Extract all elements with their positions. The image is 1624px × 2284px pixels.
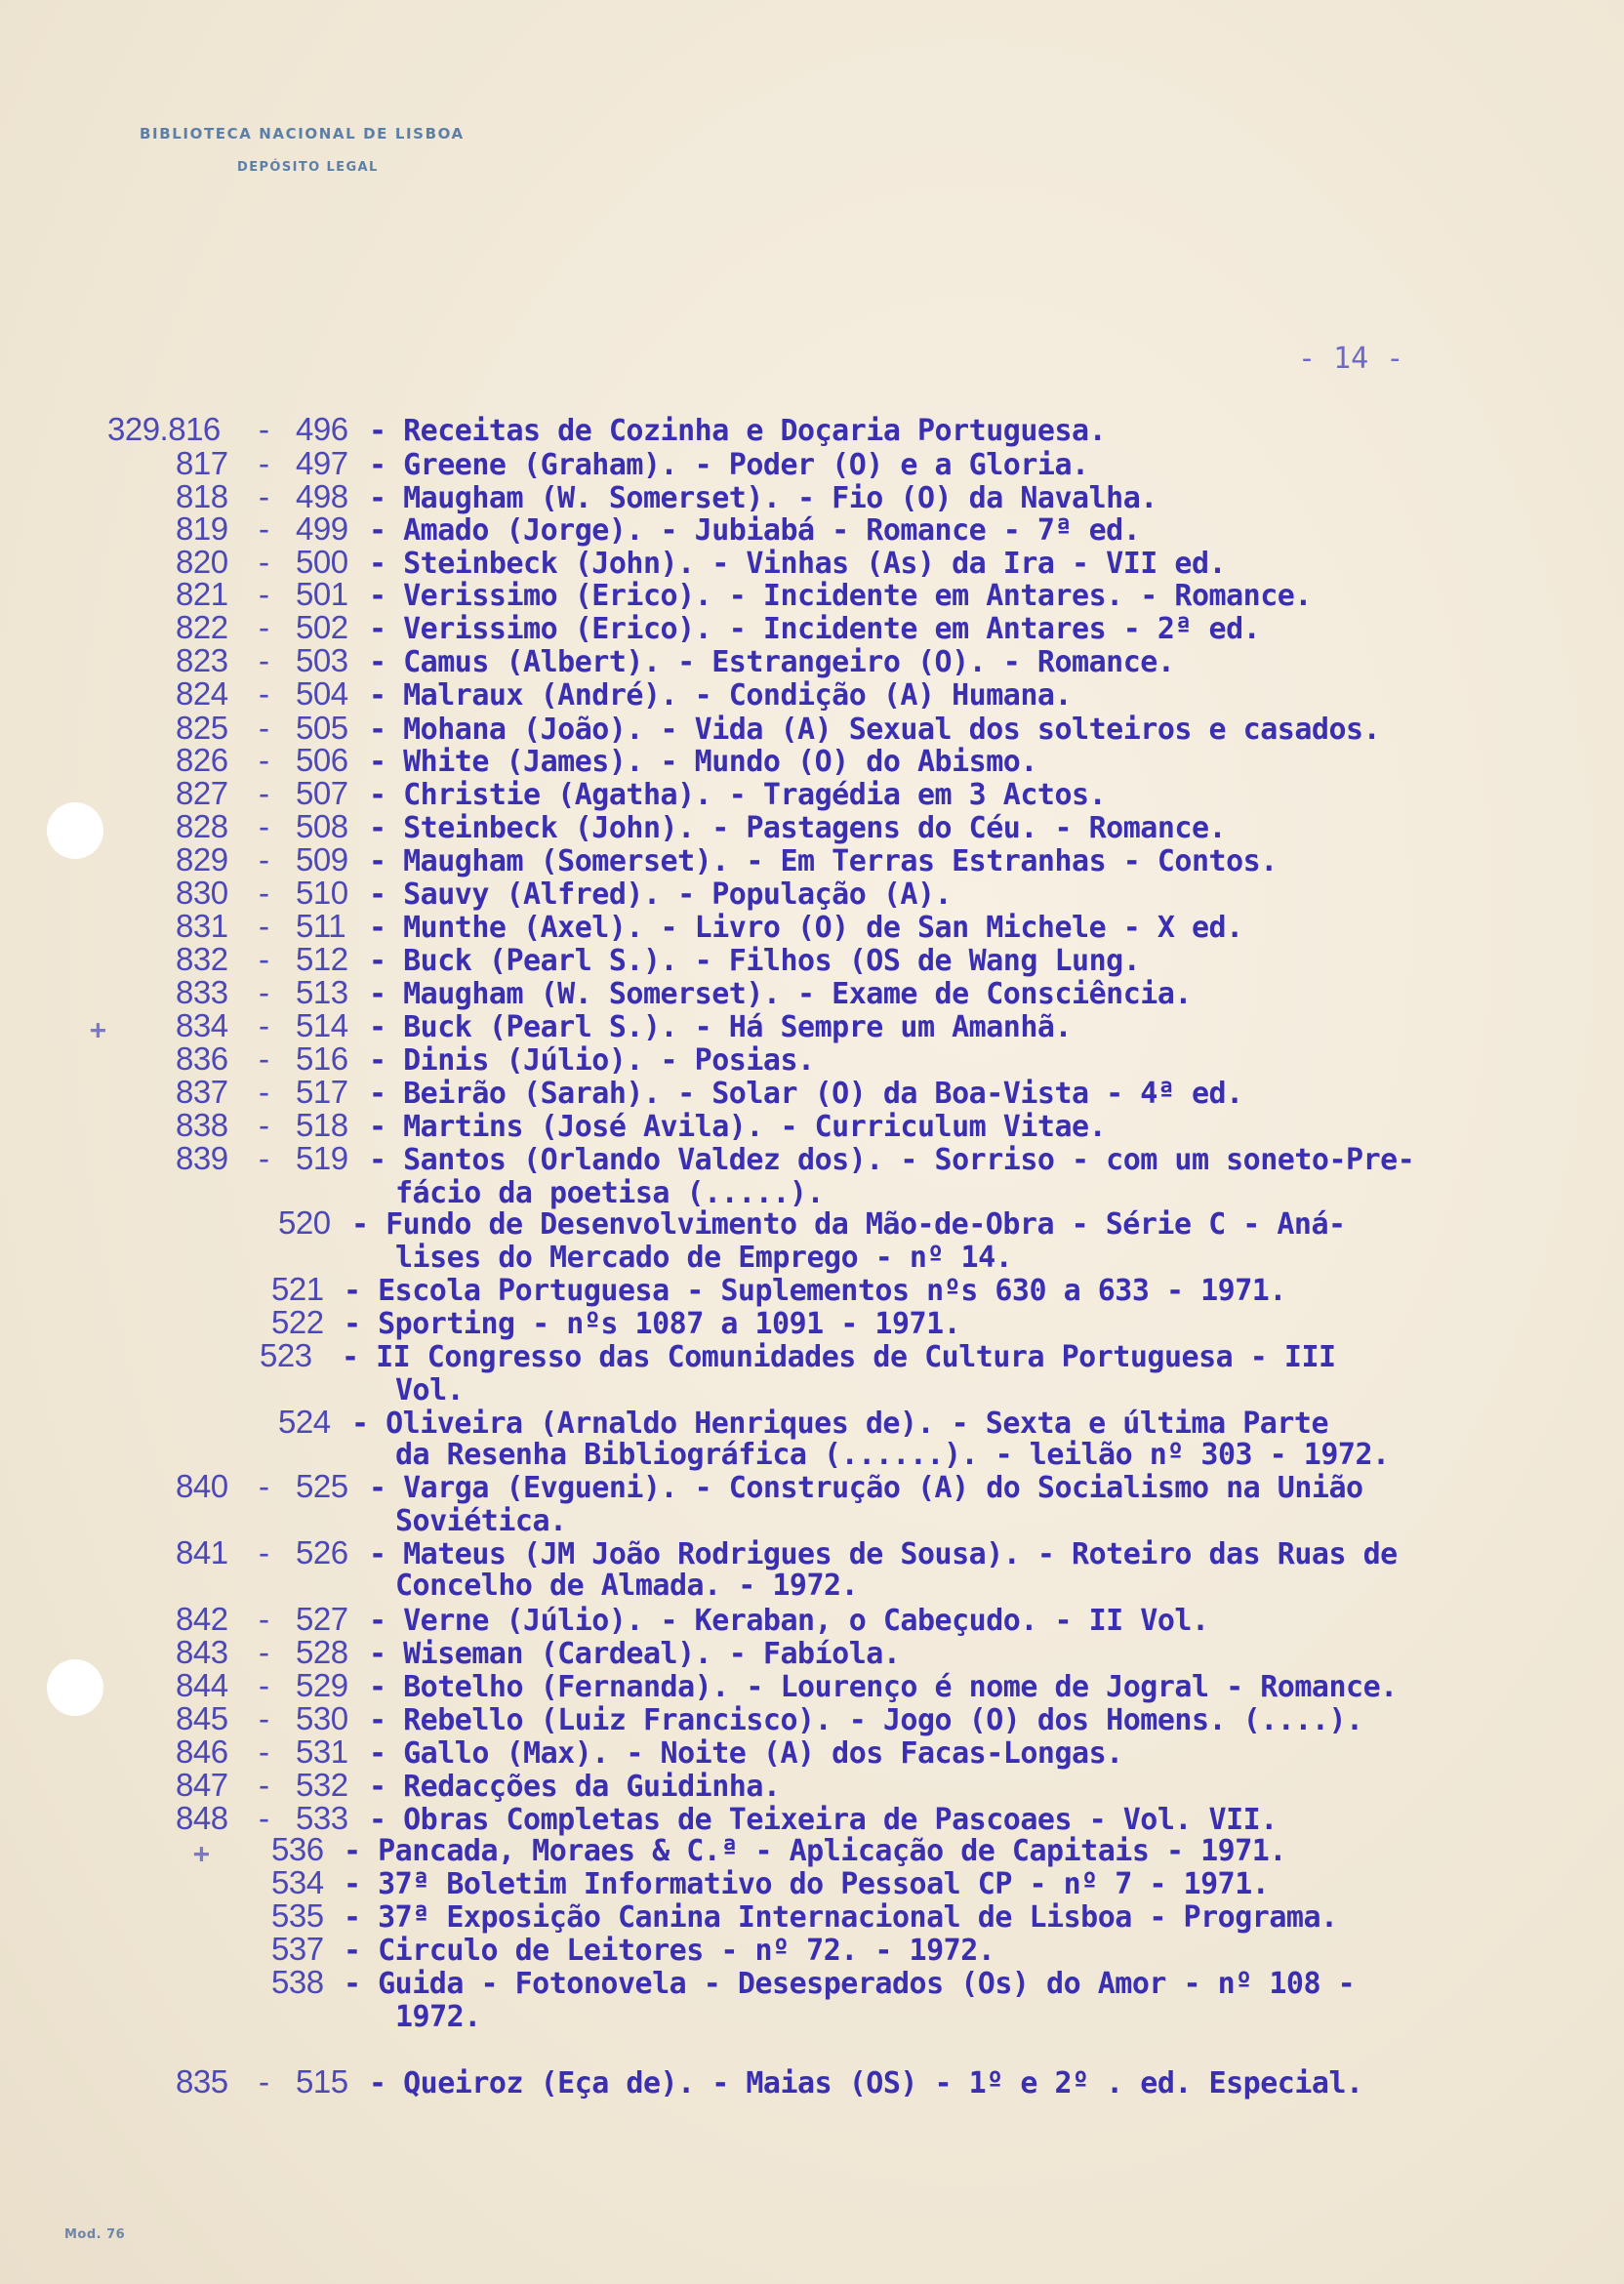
entry-text: - Obras Completas de Teixeira de Pascoaes - Vol. VII.	[369, 1803, 1278, 1837]
entry-text: - Gallo (Max). - Noite (A) dos Facas-Longas.	[369, 1736, 1123, 1771]
entry-register-number: 827	[176, 775, 228, 811]
entry-register-number: 848	[176, 1800, 228, 1836]
entry-text: - Varga (Evgueni). - Construção (A) do Socialismo na União	[369, 1471, 1363, 1505]
entry-text: - Circulo de Leitores - nº 72. - 1972.	[344, 1934, 995, 1968]
entry-text: - Receitas de Cozinha e Doçaria Portuguesa.	[369, 414, 1107, 448]
entry-item-number: 505	[296, 710, 348, 746]
entry-separator: -	[259, 1007, 269, 1043]
entry-register-number: 829	[176, 841, 228, 877]
entry-separator: -	[259, 510, 269, 547]
entry-text: - Greene (Graham). - Poder (O) e a Gloria.	[369, 448, 1089, 482]
entry-separator: -	[259, 775, 269, 811]
entry-item-number: 516	[296, 1040, 348, 1077]
entry-text: - Sauvy (Alfred). - População (A).	[369, 877, 953, 912]
entry-separator: -	[259, 908, 269, 944]
entry-text: Vol.	[395, 1373, 465, 1407]
entry-separator: -	[259, 1733, 269, 1770]
entry-separator: -	[259, 1534, 269, 1570]
entry-separator: -	[259, 1800, 269, 1836]
entry-text: - Verissimo (Erico). - Incidente em Antares. - Romance.	[369, 579, 1312, 613]
entry-item-number: 522	[271, 1304, 324, 1340]
entry-register-number: 818	[176, 478, 228, 514]
entry-text: - Guida - Fotonovela - Desesperados (Os) do Amor - nº 108 -	[344, 1967, 1356, 2001]
entry-item-number: 502	[296, 609, 348, 645]
entry-mark: +	[193, 1837, 210, 1869]
entry-register-number: 822	[176, 609, 228, 645]
entry-separator: -	[259, 1074, 269, 1110]
entry-item-number: 499	[296, 510, 348, 547]
entry-text: - Munthe (Axel). - Livro (O) de San Michele - X ed.	[369, 911, 1243, 945]
entry-text: - Amado (Jorge). - Jubiabá - Romance - 7ª ed.	[369, 513, 1141, 548]
entry-text: Soviética.	[395, 1504, 567, 1538]
entry-text: - Botelho (Fernanda). - Lourenço é nome de Jogral - Romance.	[369, 1670, 1398, 1704]
entry-register-number: 828	[176, 808, 228, 844]
entry-register-number: 817	[176, 445, 228, 481]
entry-separator: -	[259, 609, 269, 645]
entry-register-number: 824	[176, 675, 228, 712]
entry-item-number: 511	[296, 908, 346, 944]
entry-text: - Buck (Pearl S.). - Filhos (OS de Wang Lung.	[369, 944, 1141, 978]
entry-text: - 37ª Exposição Canina Internacional de Lisboa - Programa.	[344, 1900, 1338, 1935]
entry-register-number: 835	[176, 2063, 228, 2100]
entry-text: - White (James). - Mundo (O) do Abismo.	[369, 745, 1037, 779]
entry-register-number: 841	[176, 1534, 228, 1570]
entry-text: - Maugham (Somerset). - Em Terras Estranhas - Contos.	[369, 844, 1278, 878]
entry-item-number: 521	[271, 1271, 324, 1307]
entry-item-number: 501	[296, 576, 348, 612]
entry-separator: -	[259, 1667, 269, 1703]
entry-register-number: 329.816	[107, 411, 221, 447]
entry-item-number: 513	[296, 974, 348, 1010]
entry-item-number: 520	[278, 1204, 331, 1241]
entry-item-number: 512	[296, 941, 348, 977]
entry-text: - Mohana (João). - Vida (A) Sexual dos solteiros e casados.	[369, 713, 1381, 747]
entry-item-number: 498	[296, 478, 348, 514]
entry-register-number: 846	[176, 1733, 228, 1770]
entry-item-number: 526	[296, 1534, 348, 1570]
entry-text: - 37ª Boletim Informativo do Pessoal CP - nº 7 - 1971.	[344, 1867, 1270, 1901]
entry-text: - Pancada, Moraes & C.ª - Aplicação de Capitais - 1971.	[344, 1834, 1286, 1868]
entry-register-number: 825	[176, 710, 228, 746]
entry-separator: -	[259, 478, 269, 514]
entry-item-number: 517	[296, 1074, 348, 1110]
entry-register-number: 845	[176, 1700, 228, 1736]
entry-item-number: 506	[296, 742, 348, 778]
entry-text: - II Congresso das Comunidades de Cultura Portuguesa - III	[342, 1340, 1336, 1374]
entry-separator: -	[259, 1468, 269, 1504]
entry-text: 1972.	[395, 2000, 481, 2034]
entry-item-number: 525	[296, 1468, 348, 1504]
entry-separator: -	[259, 875, 269, 911]
entry-register-number: 844	[176, 1667, 228, 1703]
entry-item-number: 524	[278, 1404, 331, 1440]
entry-item-number: 515	[296, 2063, 348, 2100]
entry-item-number: 527	[296, 1601, 348, 1637]
entry-separator: -	[259, 1040, 269, 1077]
page-number: - 14 -	[1298, 342, 1404, 376]
entry-text: - Rebello (Luiz Francisco). - Jogo (O) dos Homens. (....).	[369, 1703, 1363, 1737]
entry-separator: -	[259, 1107, 269, 1143]
entry-separator: -	[259, 1140, 269, 1176]
entry-item-number: 534	[271, 1864, 324, 1900]
entry-register-number: 826	[176, 742, 228, 778]
letterhead-department: DEPÓSITO LEGAL	[237, 160, 379, 175]
form-model-label: Mod. 76	[64, 2227, 126, 2242]
entry-register-number: 836	[176, 1040, 228, 1077]
entry-register-number: 820	[176, 544, 228, 580]
entry-text: da Resenha Bibliográfica (......). - leilão nº 303 - 1972.	[395, 1438, 1390, 1472]
entry-text: - Steinbeck (John). - Pastagens do Céu. - Romance.	[369, 811, 1227, 845]
entry-text: - Steinbeck (John). - Vinhas (As) da Ira - VII ed.	[369, 547, 1227, 581]
entry-text: - Santos (Orlando Valdez dos). - Sorriso - com um soneto-Pre-	[369, 1143, 1415, 1177]
entry-register-number: 847	[176, 1767, 228, 1803]
entry-item-number: 503	[296, 642, 348, 678]
entry-mark: +	[90, 1013, 106, 1045]
entry-register-number: 839	[176, 1140, 228, 1176]
entry-item-number: 496	[296, 411, 348, 447]
entry-separator: -	[259, 1634, 269, 1670]
entry-register-number: 840	[176, 1468, 228, 1504]
entry-register-number: 842	[176, 1601, 228, 1637]
entry-item-number: 509	[296, 841, 348, 877]
entry-text: - Verne (Júlio). - Keraban, o Cabeçudo. - II Vol.	[369, 1604, 1209, 1638]
entry-text: - Escola Portuguesa - Suplementos nºs 630 a 633 - 1971.	[344, 1274, 1286, 1308]
entry-separator: -	[259, 544, 269, 580]
entry-separator: -	[259, 742, 269, 778]
entry-item-number: 507	[296, 775, 348, 811]
entry-register-number: 819	[176, 510, 228, 547]
entry-item-number: 536	[271, 1831, 324, 1867]
entry-item-number: 538	[271, 1964, 324, 2000]
entry-separator: -	[259, 642, 269, 678]
entry-text: - Beirão (Sarah). - Solar (O) da Boa-Vista - 4ª ed.	[369, 1077, 1243, 1111]
entry-separator: -	[259, 411, 269, 447]
entry-text: - Malraux (André). - Condição (A) Humana.	[369, 678, 1073, 713]
entry-text: - Maugham (W. Somerset). - Exame de Consciência.	[369, 977, 1192, 1011]
entry-text: - Christie (Agatha). - Tragédia em 3 Actos.	[369, 778, 1107, 812]
entry-separator: -	[259, 1767, 269, 1803]
entry-separator: -	[259, 445, 269, 481]
entry-separator: -	[259, 841, 269, 877]
entry-separator: -	[259, 675, 269, 712]
entry-text: - Camus (Albert). - Estrangeiro (O). - Romance.	[369, 645, 1175, 679]
entry-register-number: 838	[176, 1107, 228, 1143]
entry-register-number: 843	[176, 1634, 228, 1670]
entry-text: - Oliveira (Arnaldo Henriques de). - Sexta e última Parte	[351, 1407, 1329, 1441]
entry-item-number: 510	[296, 875, 348, 911]
entry-item-number: 504	[296, 675, 348, 712]
entry-item-number: 529	[296, 1667, 348, 1703]
entry-text: - Queiroz (Eça de). - Maias (OS) - 1º e 2º . ed. Especial.	[369, 2066, 1363, 2100]
entry-text: - Redacções da Guidinha.	[369, 1770, 781, 1804]
entry-item-number: 530	[296, 1700, 348, 1736]
entry-item-number: 531	[296, 1733, 348, 1770]
entry-item-number: 500	[296, 544, 348, 580]
entry-register-number: 837	[176, 1074, 228, 1110]
entry-separator: -	[259, 710, 269, 746]
entry-separator: -	[259, 576, 269, 612]
entry-separator: -	[259, 808, 269, 844]
entry-text: - Dinis (Júlio). - Posias.	[369, 1043, 815, 1078]
entry-item-number: 528	[296, 1634, 348, 1670]
entry-text: - Buck (Pearl S.). - Há Sempre um Amanhã.	[369, 1010, 1073, 1044]
entry-text: lises do Mercado de Emprego - nº 14.	[395, 1241, 1013, 1275]
entry-item-number: 523	[260, 1337, 312, 1373]
entry-text: - Mateus (JM João Rodrigues de Sousa). - Roteiro das Ruas de	[369, 1537, 1398, 1571]
entry-text: - Maugham (W. Somerset). - Fio (O) da Navalha.	[369, 481, 1157, 515]
entry-item-number: 519	[296, 1140, 348, 1176]
entry-separator: -	[259, 941, 269, 977]
entry-item-number: 532	[296, 1767, 348, 1803]
entry-separator: -	[259, 974, 269, 1010]
entry-text: - Wiseman (Cardeal). - Fabíola.	[369, 1637, 901, 1671]
entry-text: - Verissimo (Erico). - Incidente em Antares - 2ª ed.	[369, 612, 1261, 646]
entry-item-number: 518	[296, 1107, 348, 1143]
entry-text: Concelho de Almada. - 1972.	[395, 1569, 859, 1603]
entry-text: - Fundo de Desenvolvimento da Mão-de-Obra - Série C - Aná-	[351, 1207, 1346, 1242]
entry-register-number: 833	[176, 974, 228, 1010]
entry-register-number: 821	[176, 576, 228, 612]
entry-item-number: 497	[296, 445, 348, 481]
entry-register-number: 831	[176, 908, 228, 944]
entry-separator: -	[259, 2063, 269, 2100]
entry-register-number: 830	[176, 875, 228, 911]
entry-item-number: 514	[296, 1007, 348, 1043]
entry-register-number: 832	[176, 941, 228, 977]
entry-text: - Martins (José Avila). - Curriculum Vitae.	[369, 1110, 1107, 1144]
entry-separator: -	[259, 1601, 269, 1637]
entry-register-number: 823	[176, 642, 228, 678]
entry-separator: -	[259, 1700, 269, 1736]
entry-item-number: 533	[296, 1800, 348, 1836]
entry-register-number: 834	[176, 1007, 228, 1043]
letterhead-institution: BIBLIOTECA NACIONAL DE LISBOA	[140, 125, 465, 143]
entry-item-number: 537	[271, 1931, 324, 1967]
entry-text: fácio da poetisa (.....).	[395, 1176, 825, 1210]
entry-item-number: 535	[271, 1897, 324, 1934]
entry-item-number: 508	[296, 808, 348, 844]
entry-text: - Sporting - nºs 1087 a 1091 - 1971.	[344, 1307, 961, 1341]
